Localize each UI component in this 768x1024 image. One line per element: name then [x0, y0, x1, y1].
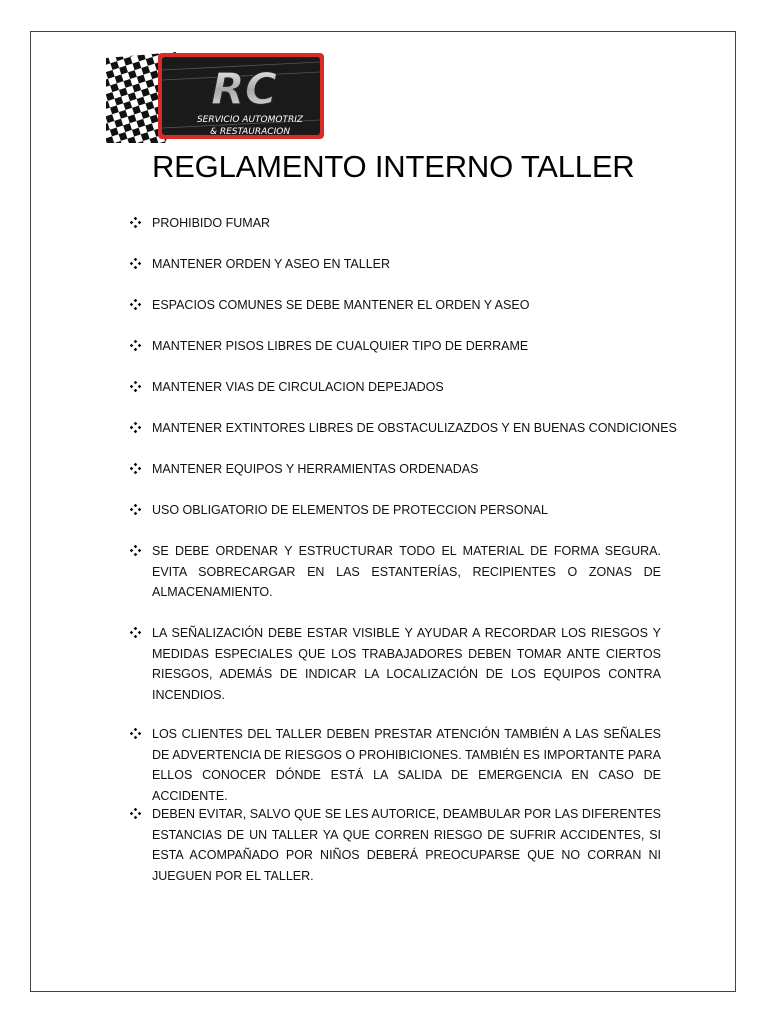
- rule-item: [130, 623, 661, 705]
- rule-item: [130, 541, 661, 603]
- rule-item: [130, 418, 677, 439]
- rule-item: [130, 377, 661, 398]
- rule-text: SE DEBE ORDENAR Y ESTRUCTURAR TODO EL MATERIAL DE FORMA SEGURA. EVITA SOBRECARGAR EN LAS ESTANTERÍAS, RECIPIENTES O ZONAS DE ALMACENAMIENTO.: [152, 544, 661, 599]
- four-diamond-bullet-icon: [130, 627, 141, 638]
- rule-item: [130, 459, 661, 480]
- four-diamond-bullet-icon: [130, 504, 141, 515]
- four-diamond-bullet-icon: [130, 340, 141, 351]
- logo-monogram: RC: [210, 64, 278, 115]
- rule-text: MANTENER ORDEN Y ASEO EN TALLER: [152, 257, 391, 271]
- four-diamond-bullet-icon: [130, 258, 141, 269]
- rule-text: LOS CLIENTES DEL TALLER DEBEN PRESTAR ATENCIÓN TAMBIÉN A LAS SEÑALES DE ADVERTENCIA DE RIESGOS O PROHIBICIONES. TAMBIÉN ES IMPORTANTE PARA ELLOS CONOCER DÓNDE ESTÁ LA SALIDA DE EMERGENCIA EN CASO DE ACCIDENTE.: [152, 727, 661, 803]
- rule-item: [130, 295, 661, 316]
- four-diamond-bullet-icon: [130, 299, 141, 310]
- rule-item: [130, 336, 661, 357]
- four-diamond-bullet-icon: [130, 217, 141, 228]
- rule-text: PROHIBIDO FUMAR: [152, 216, 271, 230]
- rule-item: [130, 254, 661, 275]
- rule-item: [130, 804, 661, 886]
- logo-line2: & RESTAURACION: [209, 127, 291, 137]
- rule-text: MANTENER EXTINTORES LIBRES DE OBSTACULIZAZDOS Y EN BUENAS CONDICIONES: [152, 421, 677, 435]
- rule-item: [130, 213, 661, 234]
- four-diamond-bullet-icon: [130, 545, 141, 556]
- four-diamond-bullet-icon: [130, 808, 141, 819]
- rule-text: ESPACIOS COMUNES SE DEBE MANTENER EL ORDEN Y ASEO: [152, 298, 530, 312]
- rule-text: MANTENER PISOS LIBRES DE CUALQUIER TIPO DE DERRAME: [152, 339, 529, 353]
- rule-item: [130, 500, 661, 521]
- four-diamond-bullet-icon: [130, 422, 141, 433]
- four-diamond-bullet-icon: [130, 381, 141, 392]
- four-diamond-bullet-icon: [130, 728, 141, 739]
- rule-text: DEBEN EVITAR, SALVO QUE SE LES AUTORICE, DEAMBULAR POR LAS DIFERENTES ESTANCIAS DE UN TALLER YA QUE CORREN RIESGO DE SUFRIR ACCIDENTES, SI ESTA ACOMPAÑADO POR NIÑOS DEBERÁ PREOCUPARSE QUE NO CORRAN NI JUEGUEN POR EL TALLER.: [152, 807, 661, 883]
- four-diamond-bullet-icon: [130, 463, 141, 474]
- logo-line1: SERVICIO AUTOMOTRIZ: [196, 115, 304, 125]
- rule-item: [130, 724, 661, 806]
- rule-text: MANTENER EQUIPOS Y HERRAMIENTAS ORDENADAS: [152, 462, 479, 476]
- company-logo: [106, 50, 326, 143]
- document-title: REGLAMENTO INTERNO TALLER: [152, 149, 635, 184]
- rule-text: USO OBLIGATORIO DE ELEMENTOS DE PROTECCION PERSONAL: [152, 503, 548, 517]
- rule-text: LA SEÑALIZACIÓN DEBE ESTAR VISIBLE Y AYUDAR A RECORDAR LOS RIESGOS Y MEDIDAS ESPECIALES QUE LOS TRABAJADORES DEBEN TOMAR ANTE CIERTOS RIESGOS, ADEMÁS DE INDICAR LA LOCALIZACIÓN DE LOS EQUIPOS CONTRA INCENDIOS.: [152, 626, 661, 702]
- rule-text: MANTENER VIAS DE CIRCULACION DEPEJADOS: [152, 380, 444, 394]
